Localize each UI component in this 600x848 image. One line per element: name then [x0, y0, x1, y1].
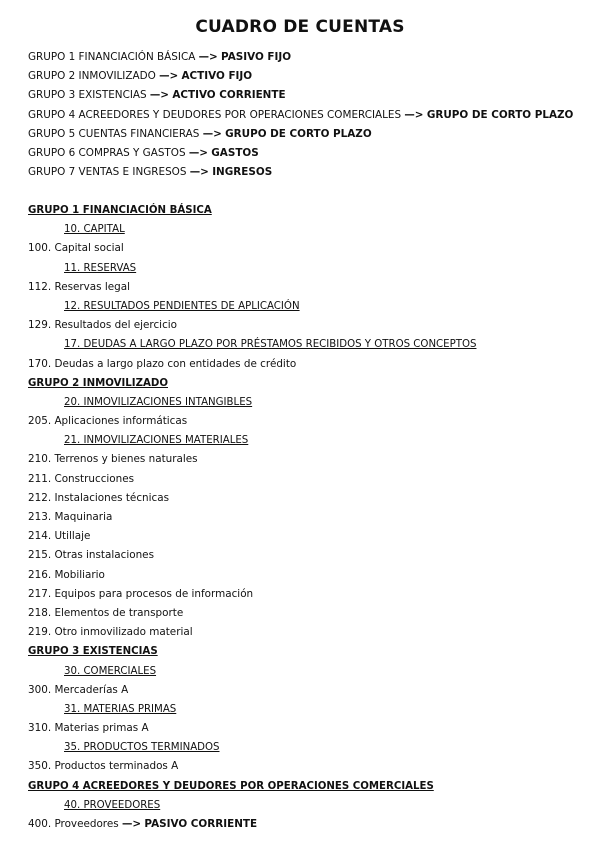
account-line	[28, 604, 588, 623]
account-line	[28, 470, 588, 489]
account-target: PASIVO CORRIENTE	[144, 818, 258, 830]
account-line	[28, 412, 588, 431]
arrow-icon: —>	[189, 166, 209, 179]
account-text: 217. Equipos para procesos de información	[28, 587, 254, 600]
arrow-icon: —>	[121, 818, 142, 830]
arrow-icon: —>	[198, 51, 218, 63]
subgroup-heading	[28, 335, 588, 354]
group-heading	[28, 374, 588, 393]
account-text: 300. Mercaderías A	[28, 683, 129, 696]
summary-line	[28, 125, 588, 144]
account-text: 129. Resultados del ejercicio	[28, 319, 178, 332]
account-text: 400. Proveedores	[28, 818, 119, 830]
account-text: 310. Materias primas A	[28, 722, 149, 735]
summary-group-name: GRUPO 1 FINANCIACIÓN BÁSICA	[28, 51, 196, 63]
account-text: 212. Instalaciones técnicas	[28, 491, 169, 504]
account-text: 112. Reservas legal	[28, 280, 131, 293]
summary-line	[28, 144, 588, 163]
summary-line	[28, 163, 588, 182]
subgroup-heading	[28, 259, 588, 278]
account-line	[28, 316, 588, 335]
group-heading	[28, 201, 588, 220]
group-heading-text: GRUPO 1 FINANCIACIÓN BÁSICA	[28, 205, 212, 216]
group-heading-text: GRUPO 3 EXISTENCIAS	[28, 646, 158, 658]
subgroup-heading-text: 30. COMERCIALES	[64, 665, 157, 677]
account-line	[28, 450, 588, 469]
account-text: 210. Terrenos y bienes naturales	[28, 453, 198, 466]
group-heading	[28, 642, 588, 661]
account-list	[28, 201, 588, 834]
account-line	[28, 623, 588, 642]
summary-target: GASTOS	[211, 146, 259, 159]
summary-target: GRUPO DE CORTO PLAZO	[426, 108, 574, 121]
account-text: 211. Construcciones	[28, 472, 135, 485]
summary-group-name: GRUPO 2 INMOVILIZADO	[28, 70, 156, 83]
account-line	[28, 681, 588, 700]
account-line	[28, 278, 588, 297]
subgroup-heading	[28, 393, 588, 412]
account-text: 213. Maquinaria	[28, 511, 113, 523]
group-summary-list	[28, 48, 588, 182]
arrow-icon: —>	[149, 89, 170, 102]
group-heading-text: GRUPO 4 ACREEDORES Y DEUDORES POR OPERACIONES COMERCIALES	[28, 780, 434, 792]
account-text: 170. Deudas a largo plazo con entidades de crédito	[28, 357, 297, 370]
arrow-icon: —>	[188, 146, 208, 159]
account-text: 100. Capital social	[28, 242, 124, 255]
subgroup-heading-text: 20. INMOVILIZACIONES INTANGIBLES	[64, 396, 253, 408]
subgroup-heading	[28, 431, 588, 450]
summary-group-name: GRUPO 4 ACREEDORES Y DEUDORES POR OPERACIONES COMERCIALES	[28, 108, 402, 121]
summary-group-name: GRUPO 7 VENTAS E INGRESOS	[28, 166, 187, 179]
subgroup-heading	[28, 297, 588, 316]
subgroup-heading	[28, 738, 588, 757]
account-line	[28, 527, 588, 546]
subgroup-heading-text: 12. RESULTADOS PENDIENTES DE APLICACIÓN	[64, 300, 300, 312]
account-text: 214. Utillaje	[28, 530, 91, 543]
account-line	[28, 239, 588, 258]
account-line	[28, 566, 588, 585]
account-line	[28, 585, 588, 604]
account-text: 216. Mobiliario	[28, 568, 105, 581]
account-text: 205. Aplicaciones informáticas	[28, 415, 188, 428]
account-text: 215. Otras instalaciones	[28, 549, 154, 562]
group-heading-text: GRUPO 2 INMOVILIZADO	[28, 377, 168, 389]
page-title: CUADRO DE CUENTAS	[195, 17, 405, 37]
summary-target: INGRESOS	[212, 166, 273, 179]
summary-target: ACTIVO FIJO	[181, 70, 253, 83]
subgroup-heading	[28, 662, 588, 681]
account-text: 219. Otro inmovilizado material	[28, 626, 193, 639]
account-text: 350. Productos terminados A	[28, 760, 179, 773]
summary-group-name: GRUPO 3 EXISTENCIAS	[28, 89, 147, 102]
arrow-icon: —>	[159, 70, 179, 83]
subgroup-heading-text: 10. CAPITAL	[64, 224, 125, 236]
account-line	[28, 815, 588, 834]
arrow-icon: —>	[404, 108, 424, 121]
subgroup-heading-text: 31. MATERIAS PRIMAS	[64, 703, 177, 715]
account-line	[28, 355, 588, 374]
account-line	[28, 719, 588, 738]
subgroup-heading-text: 17. DEUDAS A LARGO PLAZO POR PRÉSTAMOS RECIBIDOS Y OTROS CONCEPTOS	[64, 339, 477, 351]
subgroup-heading	[28, 700, 588, 719]
summary-line	[28, 48, 588, 67]
summary-target: PASIVO FIJO	[221, 51, 292, 63]
subgroup-heading	[28, 220, 588, 239]
account-line	[28, 508, 588, 527]
summary-group-name: GRUPO 6 COMPRAS Y GASTOS	[28, 146, 186, 159]
subgroup-heading-text: 35. PRODUCTOS TERMINADOS	[64, 742, 220, 754]
account-line	[28, 489, 588, 508]
subgroup-heading-text: 11. RESERVAS	[64, 262, 137, 274]
account-line	[28, 757, 588, 776]
summary-line	[28, 86, 588, 105]
subgroup-heading-text: 21. INMOVILIZACIONES MATERIALES	[64, 435, 249, 447]
summary-line	[28, 67, 588, 86]
summary-target: GRUPO DE CORTO PLAZO	[225, 127, 372, 140]
account-text: 218. Elementos de transporte	[28, 606, 184, 619]
group-heading	[28, 777, 588, 796]
subgroup-heading	[28, 796, 588, 815]
summary-target: ACTIVO CORRIENTE	[172, 89, 286, 102]
subgroup-heading-text: 40. PROVEEDORES	[64, 799, 161, 811]
arrow-icon: —>	[202, 127, 222, 140]
account-line	[28, 546, 588, 565]
summary-group-name: GRUPO 5 CUENTAS FINANCIERAS	[28, 127, 200, 140]
summary-line	[28, 106, 588, 125]
